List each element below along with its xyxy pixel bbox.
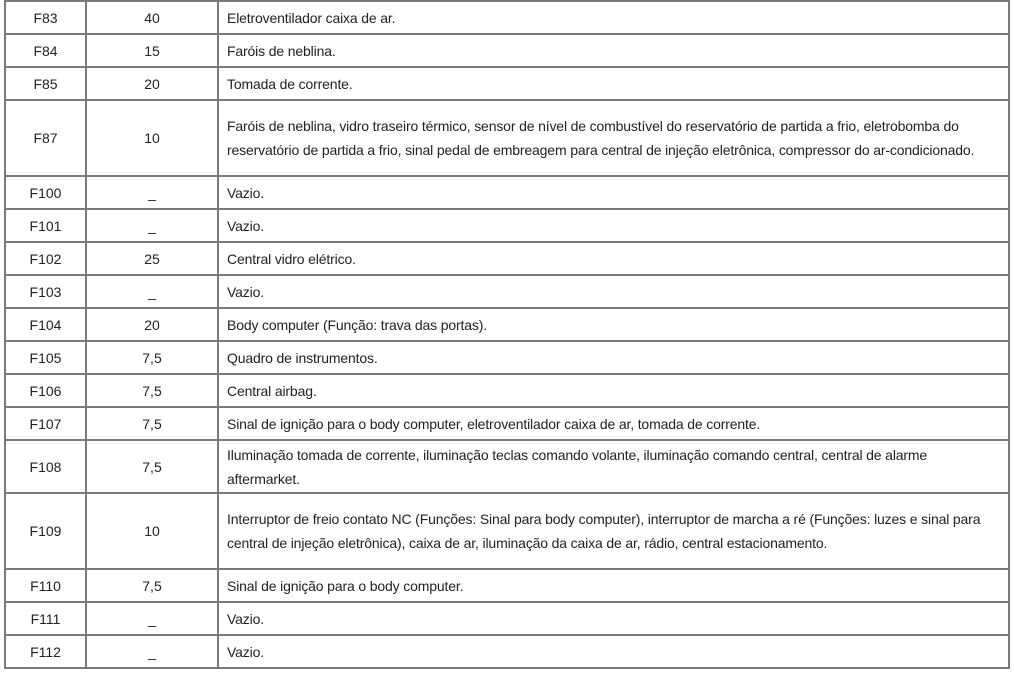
fuse-amperage: _ bbox=[86, 602, 218, 635]
fuse-amperage: 40 bbox=[86, 1, 218, 34]
fuse-amperage: 15 bbox=[86, 34, 218, 67]
fuse-description: Sinal de ignição para o body computer. bbox=[218, 569, 1009, 602]
fuse-amperage: _ bbox=[86, 635, 218, 668]
fuse-code: F100 bbox=[5, 176, 86, 209]
fuse-amperage: _ bbox=[86, 275, 218, 308]
fuse-code: F110 bbox=[5, 569, 86, 602]
fuse-code: F83 bbox=[5, 1, 86, 34]
table-row bbox=[5, 493, 1009, 569]
table-row bbox=[5, 34, 1009, 67]
fuse-description: Interruptor de freio contato NC (Funções: Sinal para body computer), interruptor de marcha a ré (Funções: luzes e sinal para central de injeção eletrônica), caixa de ar, iluminação da caixa de ar, rádio, central estacionamento. bbox=[218, 493, 1009, 569]
table-row bbox=[5, 242, 1009, 275]
fuse-amperage: 7,5 bbox=[86, 407, 218, 440]
fuse-code: F107 bbox=[5, 407, 86, 440]
fuse-amperage: _ bbox=[86, 176, 218, 209]
table-row bbox=[5, 275, 1009, 308]
fuse-code: F109 bbox=[5, 493, 86, 569]
fuse-code: F108 bbox=[5, 440, 86, 493]
table-row bbox=[5, 209, 1009, 242]
fuse-description: Vazio. bbox=[218, 635, 1009, 668]
fuse-description: Vazio. bbox=[218, 209, 1009, 242]
table-row bbox=[5, 407, 1009, 440]
table-row bbox=[5, 1, 1009, 34]
fuse-code: F105 bbox=[5, 341, 86, 374]
fuse-amperage: 7,5 bbox=[86, 569, 218, 602]
fuse-amperage: 20 bbox=[86, 67, 218, 100]
table-row bbox=[5, 176, 1009, 209]
fuse-description: Body computer (Função: trava das portas). bbox=[218, 308, 1009, 341]
fuse-code: F103 bbox=[5, 275, 86, 308]
fuse-description: Central vidro elétrico. bbox=[218, 242, 1009, 275]
fuse-description: Faróis de neblina. bbox=[218, 34, 1009, 67]
fuse-code: F106 bbox=[5, 374, 86, 407]
fuse-description: Iluminação tomada de corrente, iluminação teclas comando volante, iluminação comando central, central de alarme aftermarket. bbox=[218, 440, 1009, 493]
fuse-description: Vazio. bbox=[218, 176, 1009, 209]
fuse-amperage: 10 bbox=[86, 100, 218, 176]
fuse-code: F84 bbox=[5, 34, 86, 67]
fuse-amperage: 10 bbox=[86, 493, 218, 569]
fuse-amperage: 7,5 bbox=[86, 440, 218, 493]
fuse-description: Sinal de ignição para o body computer, eletroventilador caixa de ar, tomada de corrente. bbox=[218, 407, 1009, 440]
fuse-description: Central airbag. bbox=[218, 374, 1009, 407]
table-row bbox=[5, 100, 1009, 176]
table-row bbox=[5, 67, 1009, 100]
fuse-code: F85 bbox=[5, 67, 86, 100]
fuse-code: F102 bbox=[5, 242, 86, 275]
table-row bbox=[5, 374, 1009, 407]
table-row bbox=[5, 440, 1009, 493]
fuse-code: F112 bbox=[5, 635, 86, 668]
fuse-description: Quadro de instrumentos. bbox=[218, 341, 1009, 374]
fuse-code: F104 bbox=[5, 308, 86, 341]
fuse-table bbox=[4, 0, 1010, 669]
fuse-table-body bbox=[5, 1, 1009, 668]
fuse-amperage: _ bbox=[86, 209, 218, 242]
fuse-amperage: 7,5 bbox=[86, 374, 218, 407]
fuse-amperage: 25 bbox=[86, 242, 218, 275]
table-row bbox=[5, 341, 1009, 374]
table-row bbox=[5, 602, 1009, 635]
fuse-description: Vazio. bbox=[218, 275, 1009, 308]
fuse-amperage: 20 bbox=[86, 308, 218, 341]
table-row bbox=[5, 635, 1009, 668]
fuse-description: Tomada de corrente. bbox=[218, 67, 1009, 100]
fuse-code: F101 bbox=[5, 209, 86, 242]
fuse-code: F111 bbox=[5, 602, 86, 635]
table-row bbox=[5, 308, 1009, 341]
fuse-amperage: 7,5 bbox=[86, 341, 218, 374]
fuse-code: F87 bbox=[5, 100, 86, 176]
fuse-description: Eletroventilador caixa de ar. bbox=[218, 1, 1009, 34]
fuse-description: Vazio. bbox=[218, 602, 1009, 635]
table-row bbox=[5, 569, 1009, 602]
fuse-description: Faróis de neblina, vidro traseiro térmico, sensor de nível de combustível do reservatório de partida a frio, eletrobomba do reservatório de partida a frio, sinal pedal de embreagem para central de injeção eletrônica, compressor do ar-condicionado. bbox=[218, 100, 1009, 176]
